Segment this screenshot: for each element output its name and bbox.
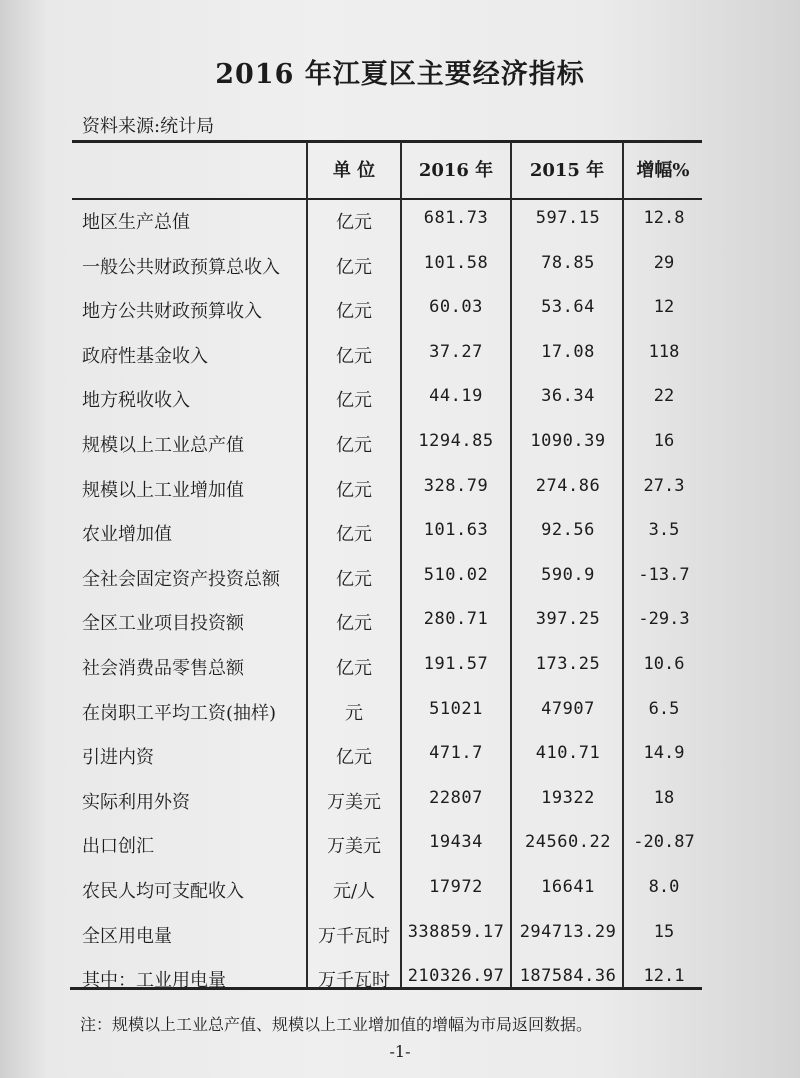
table-row (72, 476, 702, 520)
value-2016: 101.63 (423, 520, 489, 541)
value-2015: 53.64 (541, 297, 595, 318)
value-2015: 47907 (541, 698, 595, 719)
value-2015: 597.15 (535, 208, 601, 228)
growth-percent: -13.7 (638, 564, 690, 585)
indicator-unit: 亿元 (336, 658, 372, 679)
value-2016: 681.73 (423, 208, 489, 228)
value-2015: 19322 (541, 787, 595, 808)
value-2015: 1090.39 (530, 431, 606, 451)
indicator-name: 实际利用外资 (82, 791, 190, 813)
table-row (72, 609, 702, 653)
table-row (72, 966, 702, 1010)
table-row (72, 743, 702, 787)
value-2016: 60.03 (429, 297, 483, 318)
value-2016: 51021 (429, 698, 483, 719)
growth-percent: 6.5 (648, 698, 680, 719)
growth-percent: 16 (653, 431, 675, 451)
growth-percent: 118 (648, 341, 680, 362)
value-2016: 17972 (429, 877, 483, 897)
indicator-unit: 亿元 (336, 524, 372, 546)
indicator-name: 在岗职工平均工资(抽样) (82, 702, 277, 724)
table-row (72, 431, 702, 475)
page-title: 2016 年江夏区主要经济指标 (215, 59, 585, 90)
indicator-unit: 亿元 (336, 345, 372, 367)
growth-percent: 12.1 (643, 966, 685, 987)
value-2015: 92.56 (541, 520, 595, 541)
indicator-name: 地方公共财政预算收入 (82, 301, 262, 323)
value-2016: 471.7 (429, 743, 483, 764)
table-row (72, 520, 702, 564)
table-top-rule (72, 140, 702, 143)
indicator-name: 政府性基金收入 (82, 345, 208, 367)
indicator-name: 出口创汇 (82, 836, 154, 858)
indicator-name: 全社会固定资产投资总额 (82, 568, 280, 590)
growth-percent: 10.6 (643, 654, 685, 674)
value-2015: 294713.29 (519, 921, 617, 942)
indicator-unit: 元/人 (332, 881, 376, 902)
growth-percent: 14.9 (643, 743, 685, 764)
growth-percent: -20.87 (633, 832, 695, 853)
indicator-unit: 亿元 (336, 301, 372, 323)
value-2015: 173.25 (535, 654, 601, 674)
value-2015: 17.08 (541, 341, 595, 362)
value-2016: 510.02 (423, 564, 489, 585)
indicator-unit: 亿元 (336, 479, 372, 501)
table-row (72, 297, 702, 341)
growth-percent: 22 (653, 386, 675, 407)
indicator-unit: 亿元 (336, 568, 372, 590)
table-row (72, 832, 702, 876)
table-header-rule (72, 198, 702, 200)
indicator-unit: 万美元 (327, 836, 381, 858)
value-2016: 44.19 (429, 386, 483, 407)
table-row (72, 699, 702, 743)
growth-percent: 27.3 (643, 475, 685, 496)
indicator-unit: 万美元 (327, 791, 381, 813)
indicator-name: 一般公共财政预算总收入 (82, 256, 280, 278)
value-2015: 410.71 (535, 743, 601, 764)
indicator-name: 全区工业项目投资额 (82, 613, 244, 635)
growth-percent: 8.0 (648, 877, 680, 897)
table-row (72, 208, 702, 252)
table-row (72, 342, 702, 386)
indicator-unit: 万千瓦时 (318, 970, 390, 992)
indicator-name: 地方税收收入 (82, 390, 190, 412)
indicator-name: 规模以上工业总产值 (82, 435, 244, 456)
indicator-unit: 亿元 (336, 212, 372, 233)
table-row (72, 922, 702, 966)
page-number: -1- (389, 1042, 411, 1061)
value-2016: 37.27 (429, 341, 483, 362)
value-2015: 274.86 (535, 475, 601, 496)
growth-percent: 12.8 (643, 208, 685, 228)
value-2016: 191.57 (423, 654, 489, 674)
value-2016: 1294.85 (418, 431, 494, 451)
indicator-name: 社会消费品零售总额 (82, 658, 244, 679)
value-2016: 338859.17 (407, 921, 505, 942)
value-2015: 78.85 (541, 252, 595, 273)
indicator-name: 全区用电量 (82, 925, 172, 947)
indicator-unit: 元 (345, 702, 363, 724)
indicator-name: 农业增加值 (82, 524, 172, 546)
growth-percent: 29 (653, 252, 675, 273)
indicator-unit: 亿元 (336, 435, 372, 456)
growth-percent: 12 (653, 297, 675, 318)
value-2015: 36.34 (541, 386, 595, 407)
indicator-unit: 亿元 (336, 747, 372, 769)
table-row (72, 565, 702, 609)
growth-percent: 15 (653, 921, 675, 942)
indicator-name: 规模以上工业增加值 (82, 479, 244, 501)
value-2015: 590.9 (541, 564, 595, 585)
table-row (72, 877, 702, 921)
header-unit: 单 位 (332, 160, 376, 181)
value-2016: 280.71 (423, 609, 489, 630)
data-source: 资料来源:统计局 (82, 116, 215, 137)
value-2016: 101.58 (423, 252, 489, 273)
header-2015: 2015 年 (529, 160, 605, 181)
table-row (72, 386, 702, 430)
growth-percent: 18 (653, 787, 675, 808)
indicator-name: 地区生产总值 (82, 212, 190, 233)
indicator-name: 其中：工业用电量 (82, 970, 226, 992)
indicator-name: 农民人均可支配收入 (82, 881, 244, 902)
table-row (72, 654, 702, 698)
value-2016: 22807 (429, 787, 483, 808)
value-2016: 328.79 (423, 475, 489, 496)
footnote: 注：规模以上工业总产值、规模以上工业增加值的增幅为市局返回数据。 (80, 1015, 593, 1034)
indicator-name: 引进内资 (82, 747, 154, 769)
indicator-unit: 亿元 (336, 256, 372, 278)
indicator-unit: 万千瓦时 (318, 925, 390, 947)
header-growth: 增幅% (636, 160, 690, 181)
indicator-unit: 亿元 (336, 390, 372, 412)
value-2015: 187584.36 (519, 966, 617, 987)
indicator-unit: 亿元 (336, 613, 372, 635)
value-2015: 24560.22 (525, 832, 611, 853)
header-2016: 2016 年 (418, 160, 494, 181)
growth-percent: 3.5 (648, 520, 680, 541)
value-2015: 397.25 (535, 609, 601, 630)
table-row (72, 253, 702, 297)
growth-percent: -29.3 (638, 609, 690, 630)
value-2015: 16641 (541, 877, 595, 897)
value-2016: 19434 (429, 832, 483, 853)
table-row (72, 788, 702, 832)
value-2016: 210326.97 (407, 966, 505, 987)
